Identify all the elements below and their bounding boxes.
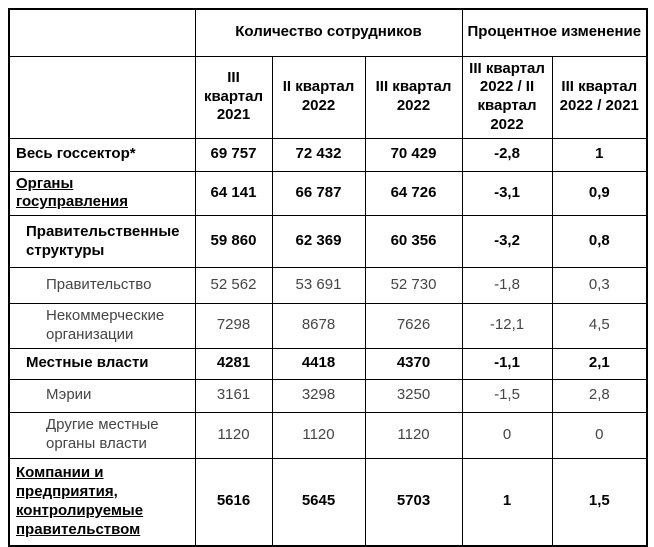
cell-value: 1120 [365,412,462,458]
cell-value: 0,8 [552,216,647,268]
cell-value: 52 730 [365,268,462,304]
table-row-total-public-sector [9,138,647,171]
cell-value: 7626 [365,304,462,349]
row-label: Весь госсектор* [9,138,195,171]
cell-value: 4,5 [552,304,647,349]
cell-value: 69 757 [195,138,272,171]
cell-value: -2,8 [462,138,552,171]
cell-value: -1,1 [462,348,552,379]
column-header-q3-2022-vs-q2-2022: III квартал 2022 / II квартал 2022 [462,56,552,138]
row-label: Правительственные структуры [9,216,195,268]
cell-value: 0 [552,412,647,458]
cell-value: 72 432 [272,138,365,171]
cell-value: 4281 [195,348,272,379]
table-row-government-bodies [9,171,647,216]
cell-value: 4418 [272,348,365,379]
cell-value: 0,3 [552,268,647,304]
cell-value: 1120 [272,412,365,458]
cell-value: 53 691 [272,268,365,304]
cell-value: 3298 [272,379,365,412]
table-row-governmental-structures [9,216,647,268]
row-label: Компании и предприятия, контролируемые правительством [9,458,195,546]
cell-value: 5703 [365,458,462,546]
column-header-q2-2022: II квартал 2022 [272,56,365,138]
column-header-q3-2021: III квартал 2021 [195,56,272,138]
table-row-noncommercial-organizations [9,304,647,349]
cell-value: 2,1 [552,348,647,379]
row-label: Другие местные органы власти [9,412,195,458]
cell-value: 8678 [272,304,365,349]
cell-value: 0 [462,412,552,458]
cell-value: 5616 [195,458,272,546]
table-row-government-controlled-companies [9,458,647,546]
cell-value: -3,2 [462,216,552,268]
corner-cell-bottom [9,56,195,138]
cell-value: 66 787 [272,171,365,216]
table-row-other-local-authorities [9,412,647,458]
corner-cell-top [9,9,195,56]
table-row-city-halls [9,379,647,412]
table-row-government [9,268,647,304]
header-group-row [9,9,647,56]
cell-value: 1,5 [552,458,647,546]
row-label: Правительство [9,268,195,304]
row-label: Органы госуправления [9,171,195,216]
cell-value: 64 726 [365,171,462,216]
cell-value: 2,8 [552,379,647,412]
cell-value: 1120 [195,412,272,458]
cell-value: 1 [462,458,552,546]
row-label: Некоммерческие организации [9,304,195,349]
column-header-q3-2022: III квартал 2022 [365,56,462,138]
row-label: Мэрии [9,379,195,412]
column-header-row [9,56,647,138]
cell-value: 62 369 [272,216,365,268]
header-group-percent-change: Процентное изменение [462,9,647,56]
cell-value: 7298 [195,304,272,349]
cell-value: 4370 [365,348,462,379]
cell-value: -12,1 [462,304,552,349]
cell-value: 3250 [365,379,462,412]
cell-value: -1,5 [462,379,552,412]
header-group-employee-count: Количество сотрудников [195,9,462,56]
cell-value: 52 562 [195,268,272,304]
cell-value: 59 860 [195,216,272,268]
cell-value: 60 356 [365,216,462,268]
cell-value: 3161 [195,379,272,412]
cell-value: 1 [552,138,647,171]
public-sector-employment-table [8,8,648,547]
cell-value: 5645 [272,458,365,546]
column-header-q3-2022-vs-2021: III квартал 2022 / 2021 [552,56,647,138]
cell-value: 0,9 [552,171,647,216]
cell-value: -3,1 [462,171,552,216]
cell-value: -1,8 [462,268,552,304]
table-row-local-authorities [9,348,647,379]
cell-value: 70 429 [365,138,462,171]
row-label: Местные власти [9,348,195,379]
cell-value: 64 141 [195,171,272,216]
